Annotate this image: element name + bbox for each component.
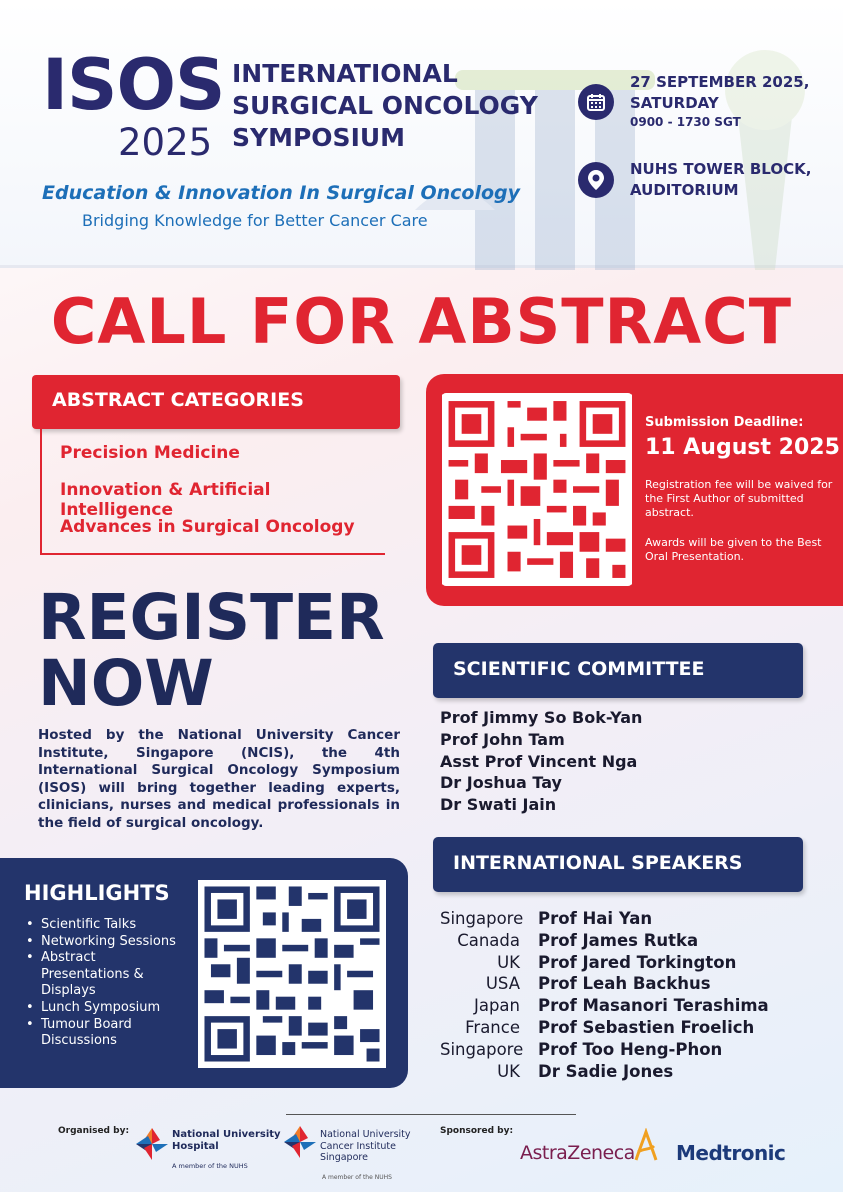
event-venue: NUHS TOWER BLOCK, AUDITORIUM: [630, 160, 812, 199]
nuh-logo-icon: [134, 1126, 170, 1162]
nuh-logo-name: National University Hospital: [172, 1129, 281, 1152]
category-item: Advances in Surgical Oncology: [60, 517, 355, 537]
abstract-qr-code[interactable]: [442, 393, 632, 586]
sponsored-by-label: Sponsored by:: [440, 1126, 514, 1136]
abstract-categories-list: [40, 429, 385, 555]
submission-deadline-label: Submission Deadline:: [645, 415, 804, 430]
speakers-list: [440, 908, 820, 1082]
footer-divider: [286, 1114, 576, 1115]
scientific-committee-title: SCIENTIFIC COMMITTEE: [453, 658, 705, 680]
location-pin-icon: [578, 162, 614, 198]
speaker-country: Japan: [473, 996, 520, 1016]
speaker-country: UK: [497, 952, 520, 972]
abstract-categories-header: [32, 375, 400, 429]
highlight-item: • Networking Sessions: [24, 934, 184, 951]
speaker-row: [440, 995, 820, 1017]
event-date: 27 SEPTEMBER 2025, SATURDAY: [630, 73, 810, 112]
medtronic-logo: Medtronic: [676, 1141, 786, 1165]
register-now-title: REGISTER NOW: [38, 581, 385, 720]
speaker-row: [440, 1039, 820, 1061]
awards-note: Awards will be given to the Best Oral Presentation.: [645, 536, 822, 563]
committee-member: Asst Prof Vincent Nga: [440, 751, 638, 771]
highlight-item: • Tumour Board Discussions: [24, 1017, 184, 1050]
calendar-icon: [578, 84, 614, 120]
speaker-country: Canada: [457, 930, 520, 950]
speaker-name: Prof Too Heng-Phon: [538, 1039, 723, 1059]
speaker-row: [440, 952, 820, 974]
event-time: 0900 - 1730 SGT: [630, 115, 741, 129]
speaker-name: Prof Hai Yan: [538, 909, 653, 928]
registration-fee-note: Registration fee will be waived for the First Author of submitted abstract.: [645, 478, 833, 519]
committee-member: Prof John Tam: [440, 729, 565, 749]
tagline: Education & Innovation In Surgical Oncology: [42, 182, 520, 204]
highlight-item: • Scientific Talks: [24, 917, 184, 934]
event-year: 2025: [118, 121, 213, 164]
committee-member: Dr Swati Jain: [440, 795, 557, 815]
highlight-item: • Abstract Presentations & Displays: [24, 950, 184, 1000]
international-speakers-header: [433, 837, 803, 892]
ncis-logo-icon: [282, 1124, 318, 1160]
category-item: Precision Medicine: [60, 443, 240, 463]
astrazeneca-logo: AstraZeneca: [520, 1142, 635, 1164]
highlights-title: HIGHLIGHTS: [24, 881, 170, 905]
speaker-name: Prof Masanori Terashima: [538, 996, 769, 1016]
highlights-list: [24, 917, 184, 1050]
scientific-committee-header: [433, 643, 803, 698]
category-item: Innovation & Artificial Intelligence: [60, 480, 271, 520]
ncis-logo-tagline: A member of the NUHS: [322, 1174, 392, 1181]
speaker-country: Singapore: [440, 1039, 524, 1059]
call-for-abstract-title: CALL FOR ABSTRACT: [50, 285, 793, 358]
nuh-logo-tagline: A member of the NUHS: [172, 1162, 248, 1170]
speaker-row: [440, 1017, 820, 1039]
committee-member: Prof Jimmy So Bok-Yan: [440, 708, 643, 727]
speaker-name: Prof James Rutka: [538, 930, 699, 950]
registration-qr-code[interactable]: [198, 880, 386, 1068]
speaker-country: USA: [485, 974, 520, 994]
abstract-categories-title: ABSTRACT CATEGORIES: [52, 389, 304, 411]
event-description: Hosted by the National University Cancer Institute, Singapore (NCIS), the 4th International Surgical Oncology Symposium (ISOS) will bring together leading experts, clinicians, nurses and medical professionals in the field of surgical oncology.: [38, 727, 400, 831]
submission-deadline-date: 11 August 2025: [645, 435, 840, 460]
international-speakers-title: INTERNATIONAL SPEAKERS: [453, 852, 743, 874]
speaker-row: [440, 930, 820, 952]
event-acronym: ISOS: [42, 44, 225, 126]
committee-list: [440, 707, 642, 816]
ncis-logo-name: National University Cancer Institute Singapore: [320, 1129, 411, 1163]
speaker-row: [440, 1061, 820, 1083]
speaker-name: Prof Jared Torkington: [538, 952, 737, 972]
speaker-country: France: [465, 1017, 520, 1037]
subtagline: Bridging Knowledge for Better Cancer Care: [82, 211, 428, 230]
highlight-item: • Lunch Symposium: [24, 1000, 184, 1017]
speaker-row: [440, 908, 820, 930]
organised-by-label: Organised by:: [58, 1126, 130, 1136]
speaker-name: Prof Sebastien Froelich: [538, 1017, 755, 1037]
conference-title: INTERNATIONAL SURGICAL ONCOLOGY SYMPOSIUM: [232, 59, 538, 152]
speaker-name: Prof Leah Backhus: [538, 974, 711, 994]
speaker-row: [440, 973, 820, 995]
astrazeneca-symbol-icon: [630, 1128, 660, 1164]
speaker-name: Dr Sadie Jones: [538, 1061, 674, 1081]
speaker-country: UK: [497, 1061, 520, 1081]
speaker-country: Singapore: [440, 909, 524, 928]
committee-member: Dr Joshua Tay: [440, 773, 562, 793]
